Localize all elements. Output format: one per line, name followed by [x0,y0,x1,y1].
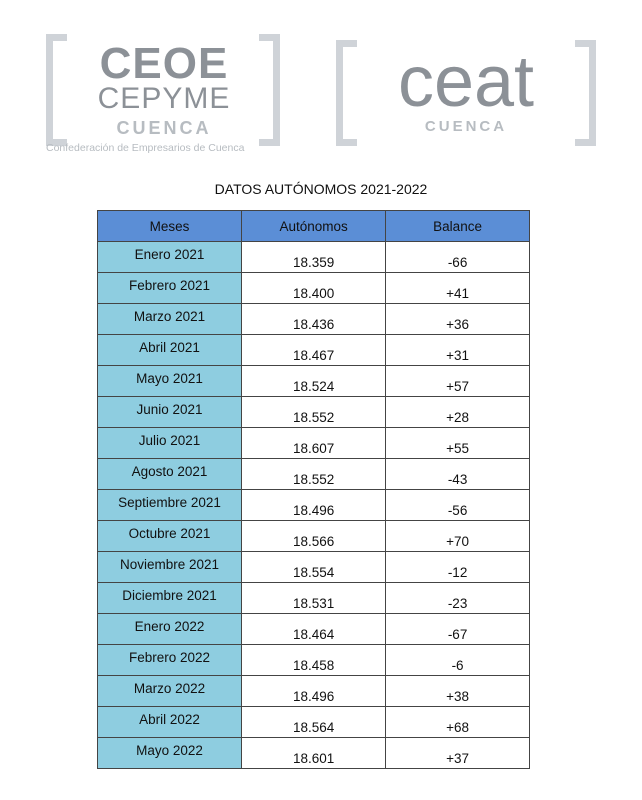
header-balance: Balance [386,211,530,242]
cell-autonomos: 18.458 [242,645,386,676]
cell-balance: +38 [386,676,530,707]
ceoe-logo-tagline: Confederación de Empresarios de Cuenca [46,142,245,154]
cell-autonomos: 18.400 [242,273,386,304]
cell-balance: +55 [386,428,530,459]
table-row [98,428,530,459]
cell-balance: +57 [386,366,530,397]
table-row [98,366,530,397]
cell-mes: Septiembre 2021 [98,490,242,521]
cell-mes: Marzo 2021 [98,304,242,335]
cell-autonomos: 18.552 [242,459,386,490]
header-meses: Meses [98,211,242,242]
cell-autonomos: 18.552 [242,397,386,428]
cell-mes: Agosto 2021 [98,459,242,490]
cepyme-logo-text: CEPYME [97,82,231,115]
cell-balance: -56 [386,490,530,521]
cell-autonomos: 18.601 [242,738,386,769]
ceat-logo-city: CUENCA [424,118,508,135]
cell-balance: +70 [386,521,530,552]
cell-autonomos: 18.554 [242,552,386,583]
cell-mes: Mayo 2022 [98,738,242,769]
cell-mes: Febrero 2021 [98,273,242,304]
table-row [98,397,530,428]
cell-autonomos: 18.566 [242,521,386,552]
table-header-row [98,211,530,242]
cell-balance: +68 [386,707,530,738]
table-row [98,645,530,676]
table-row [98,521,530,552]
table-row [98,459,530,490]
cell-mes: Julio 2021 [98,428,242,459]
table-row [98,335,530,366]
cell-balance: -43 [386,459,530,490]
cell-mes: Mayo 2021 [98,366,242,397]
table-row [98,707,530,738]
cell-mes: Enero 2021 [98,242,242,273]
cell-balance: +41 [386,273,530,304]
cell-mes: Enero 2022 [98,614,242,645]
cell-mes: Junio 2021 [98,397,242,428]
table-row [98,738,530,769]
table-row [98,614,530,645]
table-row [98,273,530,304]
cell-autonomos: 18.607 [242,428,386,459]
table-row [98,490,530,521]
ceoe-logo-city: CUENCA [116,118,212,138]
cell-balance: +31 [386,335,530,366]
ceoe-cepyme-logo [46,32,280,162]
table-row [98,304,530,335]
cell-autonomos: 18.496 [242,490,386,521]
cell-autonomos: 18.359 [242,242,386,273]
cell-balance: -12 [386,552,530,583]
cell-mes: Febrero 2022 [98,645,242,676]
cell-balance: +36 [386,304,530,335]
ceat-logo-text: ceat [397,42,535,122]
cell-mes: Marzo 2022 [98,676,242,707]
cell-balance: +37 [386,738,530,769]
table-row [98,242,530,273]
cell-mes: Diciembre 2021 [98,583,242,614]
table-row [98,583,530,614]
cell-mes: Abril 2022 [98,707,242,738]
ceoe-logo-text: CEOE [99,39,229,88]
cell-autonomos: 18.531 [242,583,386,614]
cell-mes: Abril 2021 [98,335,242,366]
ceat-logo [336,40,596,140]
cell-balance: -66 [386,242,530,273]
header-autonomos: Autónomos [242,211,386,242]
cell-autonomos: 18.436 [242,304,386,335]
cell-autonomos: 18.467 [242,335,386,366]
cell-balance: -67 [386,614,530,645]
table-row [98,552,530,583]
cell-autonomos: 18.496 [242,676,386,707]
cell-autonomos: 18.564 [242,707,386,738]
cell-balance: -23 [386,583,530,614]
cell-balance: -6 [386,645,530,676]
page-title: DATOS AUTÓNOMOS 2021-2022 [214,181,428,197]
cell-autonomos: 18.464 [242,614,386,645]
autonomos-table [97,210,530,769]
cell-autonomos: 18.524 [242,366,386,397]
cell-balance: +28 [386,397,530,428]
table-row [98,676,530,707]
logo-bracket-right [575,40,596,146]
cell-mes: Noviembre 2021 [98,552,242,583]
cell-mes: Octubre 2021 [98,521,242,552]
